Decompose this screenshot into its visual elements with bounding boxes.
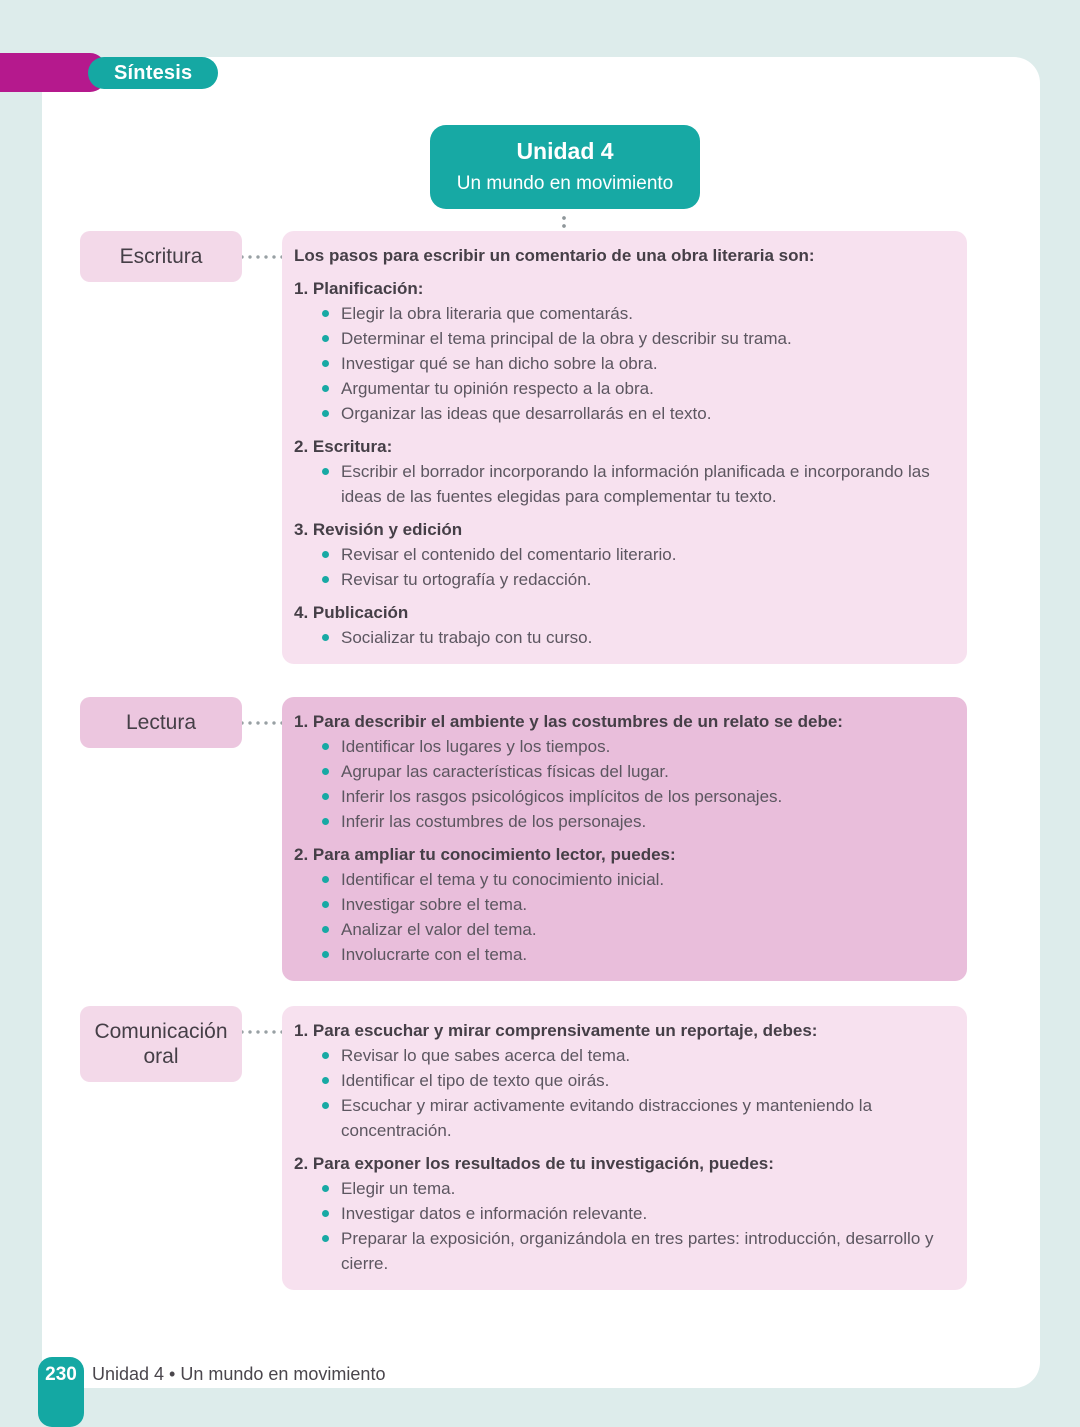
bullet-text: Elegir la obra literaria que comentarás. [341, 304, 633, 323]
block-heading: 2. Escritura: [294, 437, 393, 456]
bullet-item [294, 892, 949, 917]
bullet-item [294, 867, 949, 892]
bullet-item [294, 326, 949, 351]
block-heading: 1. Para escuchar y mirar comprensivamente un reportaje, debes: [294, 1021, 818, 1040]
section-lectura [42, 697, 1040, 981]
section-escritura [42, 231, 1040, 664]
content-card [42, 57, 1040, 1388]
bullet-text: Escuchar y mirar activamente evitando distracciones y manteniendo la concentración. [341, 1096, 873, 1140]
bullet-text: Investigar sobre el tema. [341, 895, 528, 914]
bullet-item [294, 351, 949, 376]
section-label-lectura: Lectura [80, 697, 242, 748]
bullet-text: Elegir un tema. [341, 1179, 456, 1198]
bullet-dot-icon [322, 1102, 329, 1109]
block-heading: 1. Para describir el ambiente y las costumbres de un relato se debe: [294, 712, 843, 731]
block-heading: 1. Planificación: [294, 279, 424, 298]
footer-text: Unidad 4 • Un mundo en movimiento [92, 1364, 386, 1384]
page-number: 230 [45, 1364, 77, 1385]
unit-title: Unidad 4 [516, 138, 614, 164]
bullet-text: Inferir los rasgos psicológicos implícitos de los personajes. [341, 787, 783, 806]
bullet-dot-icon [322, 551, 329, 558]
bullet-item [294, 1201, 949, 1226]
block-heading: 4. Publicación [294, 603, 409, 622]
sintesis-tab-label: Síntesis [114, 61, 193, 84]
block-heading: 2. Para exponer los resultados de tu investigación, puedes: [294, 1154, 774, 1173]
bullet-item [294, 942, 949, 967]
block-heading: Los pasos para escribir un comentario de una obra literaria son: [294, 246, 815, 265]
bullet-item [294, 459, 949, 509]
page-number-badge [38, 1357, 84, 1427]
bullet-item [294, 917, 949, 942]
bullet-item [294, 401, 949, 426]
bullet-dot-icon [322, 360, 329, 367]
bullet-dot-icon [322, 1210, 329, 1217]
bullet-text: Escribir el borrador incorporando la información planificada e incorporando las ideas de las fuentes elegidas para complementar tu texto. [341, 462, 930, 506]
bullet-dot-icon [322, 951, 329, 958]
bullet-text: Identificar los lugares y los tiempos. [341, 737, 611, 756]
bullet-dot-icon [322, 468, 329, 475]
bullet-item [294, 1068, 949, 1093]
section-panel-lectura [282, 697, 967, 981]
bullet-dot-icon [322, 335, 329, 342]
bullet-text: Revisar lo que sabes acerca del tema. [341, 1046, 631, 1065]
bullet-dot-icon [322, 926, 329, 933]
bullet-item [294, 301, 949, 326]
section-comunicacion-oral [42, 1006, 1040, 1290]
bullet-dot-icon [322, 410, 329, 417]
bullet-text: Identificar el tema y tu conocimiento inicial. [341, 870, 665, 889]
bullet-dot-icon [322, 1185, 329, 1192]
section-panel-escritura [282, 231, 967, 664]
bullet-text: Inferir las costumbres de los personajes. [341, 812, 647, 831]
section-label-escritura: Escritura [80, 231, 242, 282]
unit-title-box [430, 125, 700, 209]
bullet-text: Agrupar las características físicas del lugar. [341, 762, 669, 781]
bullet-dot-icon [322, 793, 329, 800]
bullet-item [294, 1176, 949, 1201]
bullet-dot-icon [322, 576, 329, 583]
horizontal-dotted-connector [242, 721, 282, 725]
unit-subtitle: Un mundo en movimiento [456, 173, 674, 194]
bullet-dot-icon [322, 768, 329, 775]
section-label-comunicacion-oral: Comunicación oral [80, 1006, 242, 1082]
bullet-item [294, 809, 949, 834]
bullet-dot-icon [322, 876, 329, 883]
bullet-dot-icon [322, 1052, 329, 1059]
bullet-text: Investigar qué se han dicho sobre la obra. [341, 354, 658, 373]
sintesis-tab [88, 57, 218, 89]
bullet-text: Preparar la exposición, organizándola en tres partes: introducción, desarrollo y cierre. [341, 1229, 934, 1273]
bullet-item [294, 567, 949, 592]
bullet-dot-icon [322, 901, 329, 908]
bullet-text: Involucrarte con el tema. [341, 945, 528, 964]
bullet-item [294, 1043, 949, 1068]
bullet-item [294, 542, 949, 567]
sections-container [42, 231, 1040, 1290]
bullet-dot-icon [322, 818, 329, 825]
bullet-text: Investigar datos e información relevante. [341, 1204, 648, 1223]
bullet-text: Determinar el tema principal de la obra y describir su trama. [341, 329, 792, 348]
block-heading: 3. Revisión y edición [294, 520, 463, 539]
bullet-text: Argumentar tu opinión respecto a la obra. [341, 379, 654, 398]
bullet-item [294, 376, 949, 401]
bullet-dot-icon [322, 385, 329, 392]
bullet-dot-icon [322, 743, 329, 750]
bullet-item [294, 625, 949, 650]
bullet-item [294, 1093, 949, 1143]
bullet-dot-icon [322, 1235, 329, 1242]
bullet-item [294, 759, 949, 784]
horizontal-dotted-connector [242, 1030, 282, 1034]
bullet-text: Socializar tu trabajo con tu curso. [341, 628, 593, 647]
bullet-text: Analizar el valor del tema. [341, 920, 537, 939]
bullet-dot-icon [322, 634, 329, 641]
bullet-text: Organizar las ideas que desarrollarás en el texto. [341, 404, 712, 423]
bullet-text: Revisar el contenido del comentario literario. [341, 545, 677, 564]
bullet-text: Revisar tu ortografía y redacción. [341, 570, 592, 589]
horizontal-dotted-connector [242, 255, 282, 259]
bullet-dot-icon [322, 1077, 329, 1084]
bullet-text: Identificar el tipo de texto que oirás. [341, 1071, 610, 1090]
section-panel-comunicacion-oral [282, 1006, 967, 1290]
vertical-dotted-connector [562, 214, 566, 228]
bullet-item [294, 784, 949, 809]
bullet-item [294, 734, 949, 759]
bullet-item [294, 1226, 949, 1276]
block-heading: 2. Para ampliar tu conocimiento lector, puedes: [294, 845, 676, 864]
bullet-dot-icon [322, 310, 329, 317]
